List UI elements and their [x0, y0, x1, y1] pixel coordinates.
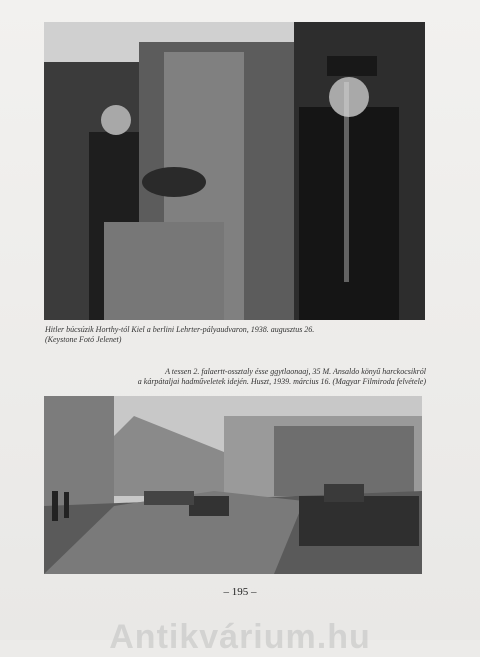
- photo-street-tanks-drawing: [44, 396, 422, 574]
- page-number: – 195 –: [223, 586, 257, 598]
- caption-2-line-2: a kárpátaljai hadműveletek idején. Huszt, 1939. március 16. (Magyar Filmiroda felvétele): [137, 377, 426, 386]
- photo-train-departure-drawing: [44, 22, 425, 320]
- caption-photo-1: [45, 325, 425, 345]
- caption-2-line-1: A tessen 2. falaertt-ossztaly ésse ggytlaonaaj, 35 M. Ansaldo könyű harckocsikról: [165, 367, 426, 376]
- photo-train-departure: [44, 22, 425, 320]
- photo-street-tanks: [44, 396, 422, 574]
- watermark: Antikvárium.hu: [109, 618, 371, 656]
- caption-photo-2: [60, 367, 426, 387]
- caption-1-line-2: (Keystone Fotó Jelenet): [45, 335, 122, 344]
- caption-1-line-1: Hitler búcsúzik Horthy-tól Kiel a berlini Lehrter-pályaudvaron, 1938. augusztus 26.: [45, 325, 315, 334]
